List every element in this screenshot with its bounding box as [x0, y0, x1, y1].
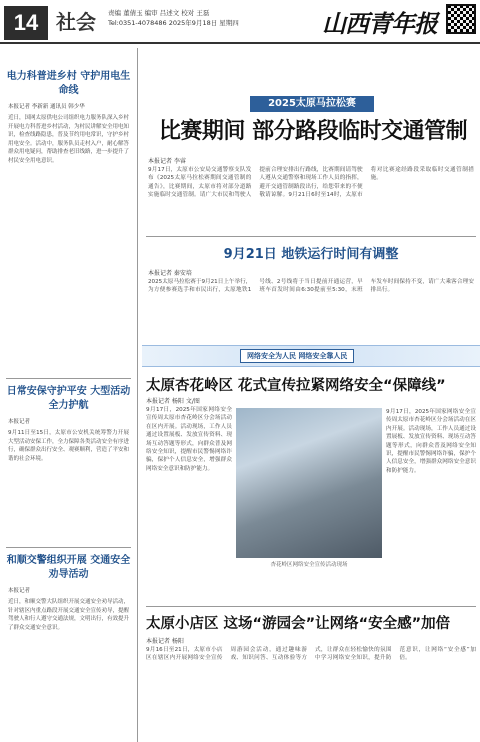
editor-line: 责编 董倩玉 编审 吕述文 校对 王磊 — [108, 9, 210, 17]
sidebar-article2-byline: 本报记者 — [8, 419, 31, 425]
railway-headline: 9月21日 地铁运行时间有调整 — [223, 247, 399, 262]
railway-byline: 本报记者 秦安培 — [148, 270, 192, 277]
lead-byline: 本报记者 李睿 — [148, 158, 186, 165]
xiaodian-byline: 本报记者 杨阳 — [146, 638, 184, 645]
divider — [146, 236, 476, 237]
sidebar-article1-byline: 本报记者 李新新 通讯员 韩少华 — [8, 104, 85, 110]
divider — [6, 378, 131, 379]
section-title: 社会 — [56, 10, 96, 34]
sidebar-article2-title: 日常安保守护平安 大型活动全力护航 — [6, 386, 131, 411]
divider — [146, 606, 476, 607]
lead-headline: 比赛期间 部分路段临时交通管制 — [158, 119, 468, 144]
lead-body: 9月17日，太原市公安局交通警察支队发布《2025太原马拉松赛期间交通管制的通告》，比赛期间，太原市将对部分道路实施临时交通管制。请广大市民和驾驶人提前合理安排出行路线，比赛期间请驾驶人遵从交通警察和现场工作人员的指挥，避开交通管制路段出行，给您带来的不便敬请谅解。9月21日6时至14时，太原市将对比赛途经路段采取临时交通管制措施。 — [148, 167, 474, 199]
theme-label: 网络安全为人民 网络安全靠人民 — [240, 349, 354, 363]
xiaodian-body: 9月16日至21日，太原市小店区在辖区内开展网络安全宣传周游园会活动，通过趣味游戏、知识问答、互动体验等方式，让群众在轻松愉快的氛围中学习网络安全知识，提升防范意识，让网络“安全感”加倍。 — [146, 647, 476, 662]
photo-caption: 杏花岭区网络安全宣传活动现场 — [270, 562, 348, 568]
sidebar-article3-body: 近日，和顺交警大队组织开展交通安全劝导活动，针对辖区内重点路段开展交通安全宣传劝导，提醒驾驶人和行人遵守交通法规，文明出行，有效提升了群众交通安全意识。 — [8, 599, 130, 631]
page-meta — [108, 8, 239, 28]
masthead — [0, 0, 480, 44]
sidebar-article1-title: 电力科普进乡村 守护用电生命线 — [6, 71, 131, 96]
railway-body: 2025太原马拉松赛于9月21日上午举行，为方便参赛选手和市民出行，太原地铁1号线、2号线将于当日提前开通运营，早班车首发时间由6:30提前至5:30，末班车发车时间保持不变，请广大乘客合理安排出行。 — [148, 279, 474, 294]
xiaodian-headline: 太原小店区 这场“游园会”让网络“安全感”加倍 — [146, 616, 451, 632]
sidebar-article3-title: 和顺交警组织开展 交通安全劝导活动 — [6, 555, 131, 580]
xinghualing-headline: 太原杏花岭区 花式宣传拉紧网络安全“保障线” — [146, 378, 446, 394]
divider — [6, 547, 131, 548]
newspaper-logo: 山西青年报 — [322, 9, 437, 38]
page-number: 14 — [4, 6, 48, 40]
xinghualing-body-cont: 9月17日，2025年国家网络安全宣传周太原市杏花岭区分会场活动在区内开展。活动现场，工作人员通过设置展板、发放宣传资料、现场互动答题等形式，向群众普及网络安全知识，提醒市民警惕网络诈骗，保护个人信息安全，增强群众网络安全意识和防护能力。 — [386, 409, 476, 474]
event-photo — [236, 408, 382, 558]
xinghualing-body: 9月17日，2025年国家网络安全宣传周太原市杏花岭区分会场活动在区内开展。活动现场，工作人员通过设置展板、发放宣传资料、现场互动答题等形式，向群众普及网络安全知识，提醒市民警惕网络诈骗，保护个人信息安全，增强群众网络安全意识和防护能力。 — [146, 407, 232, 472]
sidebar-article3-byline: 本报记者 — [8, 588, 31, 594]
contact-date-line: Tel:0351-4078486 2025年9月18日 星期四 — [108, 19, 239, 27]
qr-code-icon — [446, 4, 476, 34]
lead-banner: 2025太原马拉松赛 — [250, 96, 374, 112]
sidebar-article1-body: 近日，国网太原供电公司组织电力服务队深入乡村开展电力科普进乡村活动，为村民讲解安全用电知识，检查线路隐患，普及节约用电常识，守护乡村用电安全。活动中，服务队员走村入户，耐心解答群众用电疑问，帮助排查老旧线路，进一步提升了村民安全用电意识。 — [8, 115, 130, 164]
sidebar — [0, 48, 138, 742]
xinghualing-byline: 本报记者 杨阳 文/图 — [146, 398, 200, 405]
sidebar-article2-body: 9月11日至15日，太原市公安机关统筹警力开展大型活动安保工作，全力保障各类活动安全有序进行，确保群众出行安全、观赛顺利，营造了平安和谐的社会环境。 — [8, 430, 130, 462]
